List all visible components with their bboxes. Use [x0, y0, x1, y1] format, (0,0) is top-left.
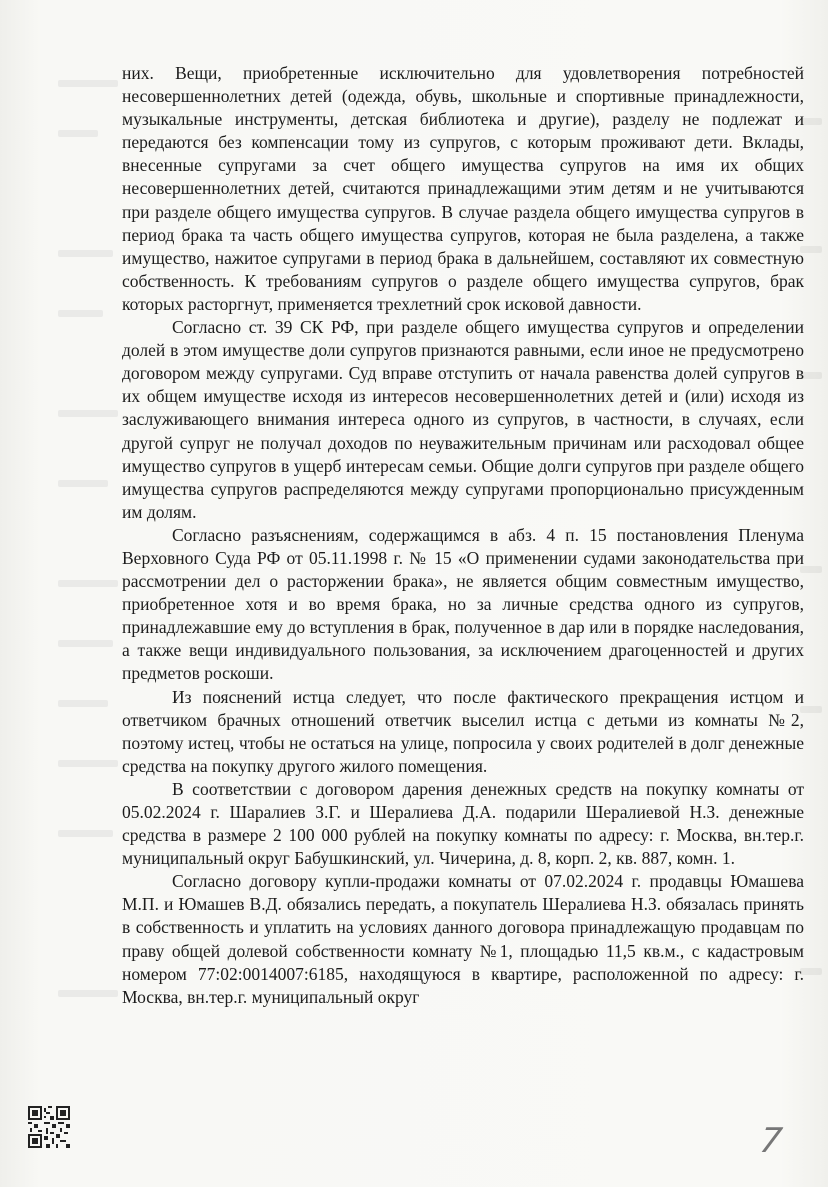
paragraph: Согласно разъяснениям, содержащимся в абз. 4 п. 15 постановления Пленума Верховного Суда РФ от 05.11.1998 г. № 15 «О применении судами законодательства при рассмотрении дел о расторжении брака», не является общим совместным имущество, приобретенное хотя и во время брака, но за личные средства одного из супругов, принадлежавшие ему до вступления в брак, полученное в дар или в порядке наследования, а также вещи индивидуального пользования, за исключением драгоценностей и других предметов роскоши. [122, 524, 804, 684]
bleed-through-mark [58, 830, 113, 837]
paragraph: Из пояснений истца следует, что после фактического прекращения истцом и ответчиком брачных отношений ответчик выселил истца с детьми из комнаты №2, поэтому истец, чтобы не остаться на улице, попросила у своих родителей в долг денежные средства на покупку другого жилого помещения. [122, 686, 804, 776]
paragraph: Согласно договору купли-продажи комнаты от 07.02.2024 г. продавцы Юмашева М.П. и Юмашев В.Д. обязались передать, а покупатель Шералиева Н.З. обязалась принять в собственность и уплатить на условиях данного договора принадлежащую продавцам по праву общей долевой собственности комнату №1, площадью 11,5 кв.м., с кадастровым номером 77:02:0014007:6185, находящуюся в квартире, расположенной по адресу: г. Москва, вн.тер.г. муниципальный округ [122, 871, 804, 1007]
bleed-through-mark [58, 310, 103, 317]
document-body [122, 62, 804, 1009]
qr-code-icon [28, 1106, 70, 1148]
bleed-through-mark [58, 640, 113, 647]
paragraph: Согласно ст. 39 СК РФ, при разделе общего имущества супругов и определении долей в этом имуществе доли супругов признаются равными, если иное не предусмотрено договором между супругами. Суд вправе отступить от начала равенства долей супругов в их общем имуществе исходя из интересов несовершеннолетних детей и (или) исходя из заслуживающего внимания интереса одного из супругов, в частности, в случаях, если другой супруг не получал доходов по неуважительным причинам или расходовал общее имущество супругов в ущерб интересам семьи. Общие долги супругов при разделе общего имущества супругов распределяются между супругами пропорционально присужденным им долям. [122, 317, 804, 522]
paragraph: них. Вещи, приобретенные исключительно для удовлетворения потребностей несовершеннолетних детей (одежда, обувь, школьные и спортивные принадлежности, музыкальные инструменты, детская библиотека и другие), разделу не подлежат и передаются без компенсации тому из супругов, с которым проживают дети. Вклады, внесенные супругами за счет общего имущества супругов на имя их общих несовершеннолетних детей, считаются принадлежащими этим детям и не учитываются при разделе общего имущества супругов. В случае раздела общего имущества супругов в период брака та часть общего имущества супругов, которая не была разделена, а также имущество, нажитое супругами в период брака в дальнейшем, составляют их совместную собственность. К требованиям супругов о разделе общего имущества супругов, брак которых расторгнут, применяется трехлетний срок исковой давности. [122, 63, 804, 314]
bleed-through-mark [58, 700, 108, 707]
page-number: 7 [757, 1121, 785, 1161]
bleed-through-mark [58, 760, 118, 767]
bleed-through-mark [58, 80, 118, 87]
bleed-through-mark [58, 410, 118, 417]
bleed-through-mark [58, 130, 98, 137]
bleed-through-mark [58, 250, 113, 257]
bleed-through-mark [58, 990, 118, 997]
paragraph: В соответствии с договором дарения денежных средств на покупку комнаты от 05.02.2024 г. Шаралиев З.Г. и Шералиева Д.А. подарили Шералиевой Н.З. денежные средства в размере 2 100 000 рублей на покупку комнаты по адресу: г. Москва, вн.тер.г. муниципальный округ Бабушкинский, ул. Чичерина, д. 8, корп. 2, кв. 887, комн. 1. [122, 778, 804, 869]
bleed-through-mark [58, 580, 118, 587]
bleed-through-mark [58, 480, 108, 487]
